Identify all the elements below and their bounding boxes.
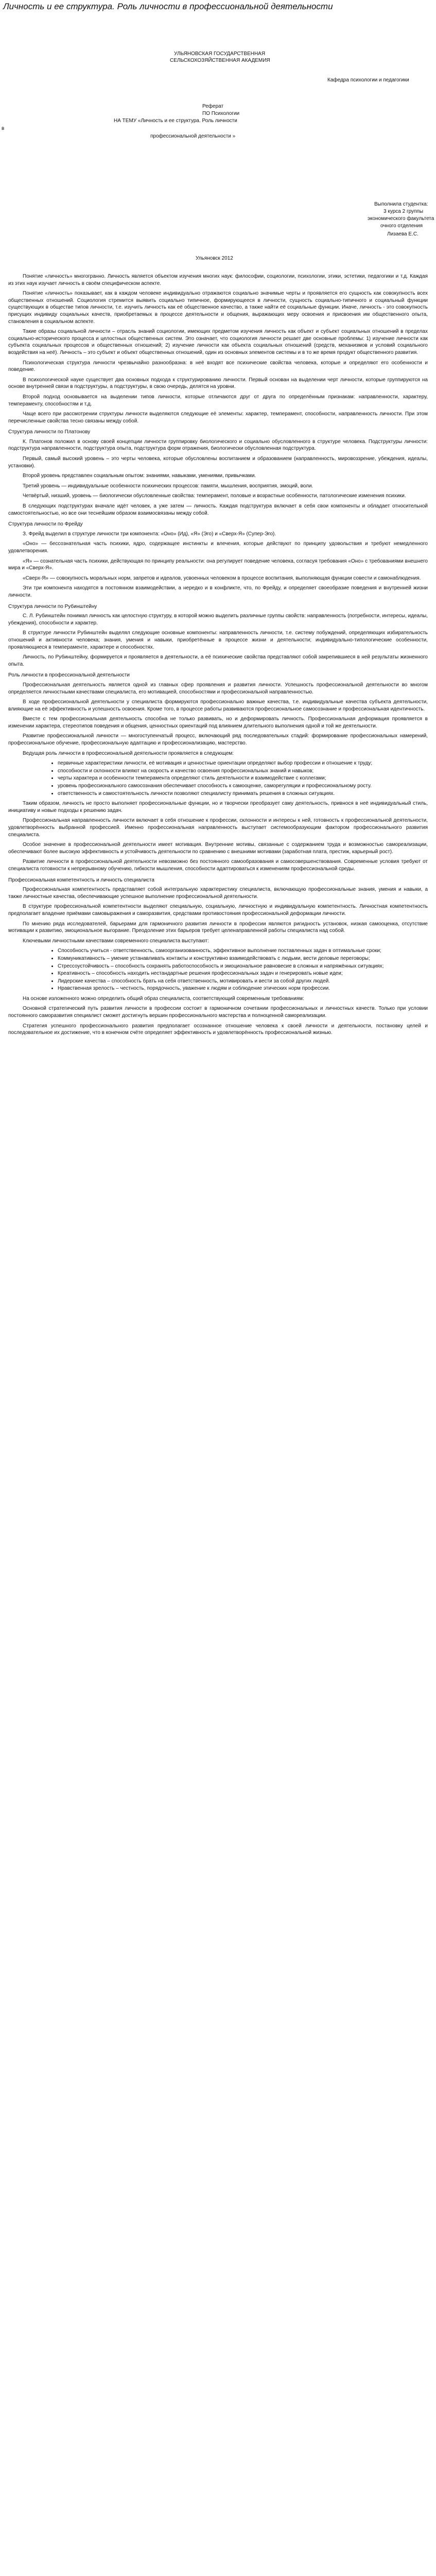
body-paragraph: Таким образом, личность не просто выполняет профессиональные функции, но и творчески преобразует саму деятельность, привнося в неё индивидуальный стиль, инициативу и новые подходы к решению задач. — [8, 801, 428, 814]
author-name: Лизаева Е.С. — [387, 231, 418, 237]
body-paragraph: Третий уровень — индивидуальные особенности психических процессов: памяти, мышления, восприятия, эмоций, воли. — [23, 483, 313, 489]
document-section — [8, 672, 428, 872]
body-paragraph: Понятие «личность» многогранно. Личность является объектом изучения многих наук: философии, социологии, психологии, этики, эстетики, педагогики и т.д. Каждая из этих наук изучает личность в своём специфическом аспекте. — [8, 274, 428, 286]
body-paragraph: Второй уровень представлен социальным опытом: знаниями, навыками, умениями, привычками. — [23, 473, 256, 479]
body-paragraph: По мнению ряда исследователей, барьерами для гармоничного развития личности в профессии являются ригидность установок, низкая самооценка, отсутствие мотивации к развитию, эмоциональное выгорание. Преодоление этих барьеров требует целенаправленной работы специалиста над собой. — [8, 921, 428, 934]
section-heading: Структура личности по Рубинштейну — [8, 603, 97, 609]
body-paragraph: Такие образы социальной личности – отрасль знаний социологии, имеющих предметом изучения личность как объект и субъект социальных отношений в пределах социально-исторического процесса и целостных общественных систем. Это означает, что социология личности решает две основные проблемы: 1) изучение личности как субъекта социальных процессов и общественных отношений; 2) изучение личности как объекта социальных отношений (средств, механизмов и условий социального воздействия на неё). Личность – это субъект и объект общественных отношений, один из основных элементов системы и в то же время продукт общественного развития. — [8, 329, 428, 355]
body-paragraph: В ходе профессиональной деятельности у специалиста формируются профессионально важные качества, т.е. индивидуальные качества субъекта деятельности, влияющие на её эффективность и успешность освоения. Кроме того, в процессе работы развиваются профессиональное самосознание и профессиональная идентичность. — [8, 699, 428, 712]
list-item: • Креативность – способность находить нестандартные решения профессиональных задач и генерировать новые идеи; — [58, 970, 428, 977]
document-section — [8, 429, 428, 517]
author-course: 3 курса 2 группы — [383, 209, 424, 214]
body-paragraph: Особое значение в профессиональной деятельности имеет мотивация. Внутренние мотивы, связанные с содержанием труда и возможностью самореализации, обеспечивают более высокую эффективность и устойчивость деятельности по сравнению с внешними мотивами (заработная плата, престиж, карьерный рост). — [8, 842, 428, 855]
document-section — [8, 603, 428, 668]
topic-connector: в — [2, 126, 5, 131]
author-label: Выполнила студентка: — [374, 201, 428, 207]
body-paragraph: Профессиональная деятельность является одной из главных сфер проявления и развития личности. Успешность профессиональной деятельности во многом определяется личностными качествами специалиста, его мотивацией, способностями и профессиональной направленностью. — [8, 682, 428, 695]
body-paragraph: Личность, по Рубинштейну, формируется и проявляется в деятельности, а её психические свойства представляют собой закрепившиеся в ней результаты жизненного опыта. — [8, 654, 428, 667]
body-paragraph: Первый, самый высокий уровень – это черты человека, которые обусловлены воспитанием и образованием (направленность, мировоззрение, убеждения, идеалы, установки). — [8, 456, 428, 469]
body-paragraph: Профессиональная компетентность представляет собой интегральную характеристику специалиста, включающую профессиональные знания, умения и навыки, а также личностные качества, обеспечивающие успешное выполнение профессиональной деятельности. — [8, 887, 428, 900]
body-paragraph: «Оно» — бессознательная часть психики, ядро, содержащее инстинкты и влечения, которые действуют по принципу удовольствия и требуют немедленного удовлетворения. — [8, 541, 428, 554]
topic-continuation: профессиональной деятельности » — [150, 133, 236, 139]
body-paragraph: С. Л. Рубинштейн понимал личность как целостную структуру, в которой можно выделить различные группы свойств: направленность (потребности, интересы, идеалы, убеждения), способности и характер. — [8, 613, 428, 626]
topic-line: НА ТЕМУ «Личность и ее структура. Роль личности — [114, 118, 237, 124]
list-item: • Способность учиться - ответственность, самоорганизованность, эффективное выполнение поставленных задач в оптимальные сроки; — [58, 947, 428, 955]
list-item: • уровень профессионального самосознания обеспечивает способность к самооценке, саморегуляции и профессиональному росту. — [58, 783, 428, 790]
section-heading: Структура личности по Платонову — [8, 429, 91, 435]
section-heading: Структура личности по Фрейду — [8, 521, 83, 528]
body-paragraph: К. Платонов положил в основу своей концепции личности группировку биологического и социально обусловленного в структуре человека. Подструктуры личности: подструктура направленности, подструктура опыта, подструктура форм отражения, биологически обусловленная подструктура. — [8, 438, 428, 452]
document-section — [8, 360, 428, 425]
body-paragraph: Второй подход основывается на выделении типов личности, которые отличаются друг от друга по определённым признакам: направленности, характеру, темпераменту, способностям и т.д. — [8, 394, 428, 407]
department-name: Кафедра психологии и педагогики — [327, 77, 409, 83]
body-paragraph: Стратегия успешного профессионального развития предполагает осознанное отношение человека к своей личности и деятельности, постановку целей и последовательное их достижение, что в конечном счёте определяет эффективность и удовлетворённость профессиональной жизнью. — [8, 1023, 428, 1036]
body-paragraph: Основной стратегический путь развития личности в профессии состоит в гармоничном сочетании профессиональных и личностных качеств. Только при условии постоянного саморазвития специалист сможет достигнуть вершин профессионального мастерства и полноценной самореализации. — [8, 1006, 428, 1019]
list-item: • Нравственная зрелость – честность, порядочность, уважение к людям и соблюдение этических норм профессии. — [58, 985, 428, 992]
body-paragraph: Ключевыми личностными качествами современного специалиста выступают: — [23, 938, 209, 944]
discipline: ПО Психологии — [202, 111, 240, 116]
list-item: • Коммуникативность – умение устанавливать контакты и конструктивно взаимодействовать с людьми, вести деловые переговоры; — [58, 955, 428, 962]
list-item: • Лидерские качества – способность брать на себя ответственность, мотивировать и вести за собой других людей. — [58, 978, 428, 985]
list-item: • Стрессоустойчивость – способность сохранять работоспособность и эмоциональное равновесие в сложных и напряжённых ситуациях; — [58, 963, 428, 970]
body-paragraph: В следующих подструктурах вначале идёт человек, а уже затем — личность. Каждая подструктура включает в себя свои компоненты и обладает относительной самостоятельностью, но все они теснейшим образом взаимосвязаны между собой. — [8, 503, 428, 516]
author-faculty: экономического факультета — [368, 216, 434, 222]
body-paragraph: Психологическая структура личности чрезвычайно разнообразна: в неё входят все психические свойства человека, которые и определяют его особенности и поведение. — [8, 360, 428, 373]
document-section — [8, 877, 428, 1037]
section-heading: Профессиональная компетентность и личность специалиста — [8, 877, 154, 883]
body-paragraph: Развитие профессиональной личности — многоступенчатый процесс, включающий ряд последовательных стадий: формирование профессиональных намерений, профессиональное обучение, профессиональную адаптацию и профессионализацию, мастерство. — [8, 733, 428, 747]
work-type: Реферат — [202, 104, 224, 109]
institution-line-2: СЕЛЬСКОХОЗЯЙСТВЕННАЯ АКАДЕМИЯ — [170, 58, 270, 63]
body-paragraph: В структуре профессиональной компетентности выделяют специальную, социальную, личностную и индивидуальную компетентность. Личностная компетентность предполагает владение приёмами самовыражения и саморазвития, средствами противостояния профессиональной деформации личности. — [8, 904, 428, 917]
body-paragraph: Чаще всего при рассмотрении структуры личности выделяются следующие её элементы: характер, темперамент, способности, направленность личности. При этом перечисленные свойства тесно связаны между собой. — [8, 411, 428, 424]
body-paragraph: Развитие личности в профессиональной деятельности невозможно без постоянного самообразования и самосовершенствования. Современные условия требуют от специалиста готовности к непрерывному обучению, гибкости мышления, способности адаптироваться к изменениям профессиональной среды. — [8, 859, 428, 872]
body-paragraph: «Сверх-Я» — совокупность моральных норм, запретов и идеалов, усвоенных человеком в процессе воспитания, выполняющая функции совести и самонаблюдения. — [23, 575, 421, 581]
list-item: • способности и склонности влияют на скорость и качество освоения профессиональных знаний и навыков; — [58, 768, 428, 775]
body-paragraph: Ведущая роль личности в профессиональной деятельности проявляется в следующем: — [23, 750, 234, 756]
body-paragraph: На основе изложенного можно определить общий образ специалиста, соответствующий современным требованиям: — [23, 995, 304, 1002]
section-heading: Роль личности в профессиональной деятельности — [8, 672, 130, 679]
body-paragraph: «Я» — сознательная часть психики, действующая по принципу реальности: она регулирует поведение человека, согласуя требования «Оно» с требованиями внешнего мира и «Сверх-Я». — [8, 558, 428, 571]
body-paragraph: Понятие «личность» показывает, как в каждом человеке индивидуально отражаются социально значимые черты и проявляется его сущность как совокупность всех общественных отношений. Социология стремится выявить социально типичное, формирующееся в личности, сущность социально-типичного и социальный функции существующих в обществе типов личности, т.е. изучить личность как её общественное качество, а также найти её социальные функции. Иначе, личность - это совокупность присущих индивиду социальных качеств, приобретаемых в процессе деятельности и общения, выражающих меру освоения и присвоения им общественного опыта, становления в социальном аспекте. — [8, 291, 428, 325]
body-paragraph: Эти три компонента находятся в постоянном взаимодействии, а нередко и в конфликте, что, по Фрейду, и определяет своеобразие поведения и внутренней жизни личности. — [8, 585, 428, 598]
body-paragraph: Профессиональная направленность личности включает в себя отношение к профессии, склонности и интересы к ней, готовность к профессиональной деятельности, удовлетворённость выбранной профессией. Именно профессиональная направленность выступает системообразующим фактором профессионального развития специалиста. — [8, 818, 428, 838]
list-item: • черты характера и особенности темперамента определяют стиль деятельности и взаимодействие с коллегами; — [58, 775, 428, 782]
bullet-list — [8, 947, 428, 992]
document-section — [8, 521, 428, 599]
institution-line-1: УЛЬЯНОВСКАЯ ГОСУДАРСТВЕННАЯ — [174, 51, 266, 57]
bullet-list — [8, 760, 428, 797]
document-title: Личность и ее структура. Роль личности в профессиональной деятельности — [3, 2, 333, 11]
author-department-form: очного отделения — [380, 223, 423, 229]
body-paragraph: З. Фрейд выделил в структуре личности три компонента: «Оно» (Ид), «Я» (Эго) и «Сверх-Я» (Супер-Эго). — [23, 531, 276, 537]
body-paragraph: В психологической науке существует два основных подхода к структурированию личности. Первый основан на выделении черт личности, которые группируются на основе внутренней связи в подструктуры, а подструктуры, в свою очередь, делятся на уровни. — [8, 377, 428, 390]
body-paragraph: Вместе с тем профессиональная деятельность способна не только развивать, но и деформировать личность. Профессиональная деформация проявляется в изменении характера, стереотипов поведения и общения, ценностных ориентаций под влиянием длительного выполнения одной и той же деятельности. — [8, 716, 428, 729]
document-body — [8, 273, 428, 1040]
document-section — [8, 273, 428, 357]
body-paragraph: Четвёртый, низший, уровень — биологически обусловленные свойства: темперамент, половые и возрастные особенности, патологические изменения психики. — [23, 493, 406, 499]
list-item: • ответственность и самостоятельность личности позволяют специалисту принимать решения в сложных ситуациях. — [58, 790, 428, 798]
list-item: • первичные характеристики личности, её мотивация и ценностные ориентации определяют выбор профессии и отношение к труду; — [58, 760, 428, 767]
city-year: Ульяновск 2012 — [196, 256, 233, 261]
body-paragraph: В структуре личности Рубинштейн выделял следующие основные компоненты: направленность личности, т.е. систему побуждений, определяющих избирательность отношений и активности человека; знания, умения и навыки, приобретённые в процессе жизни и деятельности; индивидуально-типологические особенности, проявляющиеся в темпераменте, характере и способностях. — [8, 630, 428, 650]
